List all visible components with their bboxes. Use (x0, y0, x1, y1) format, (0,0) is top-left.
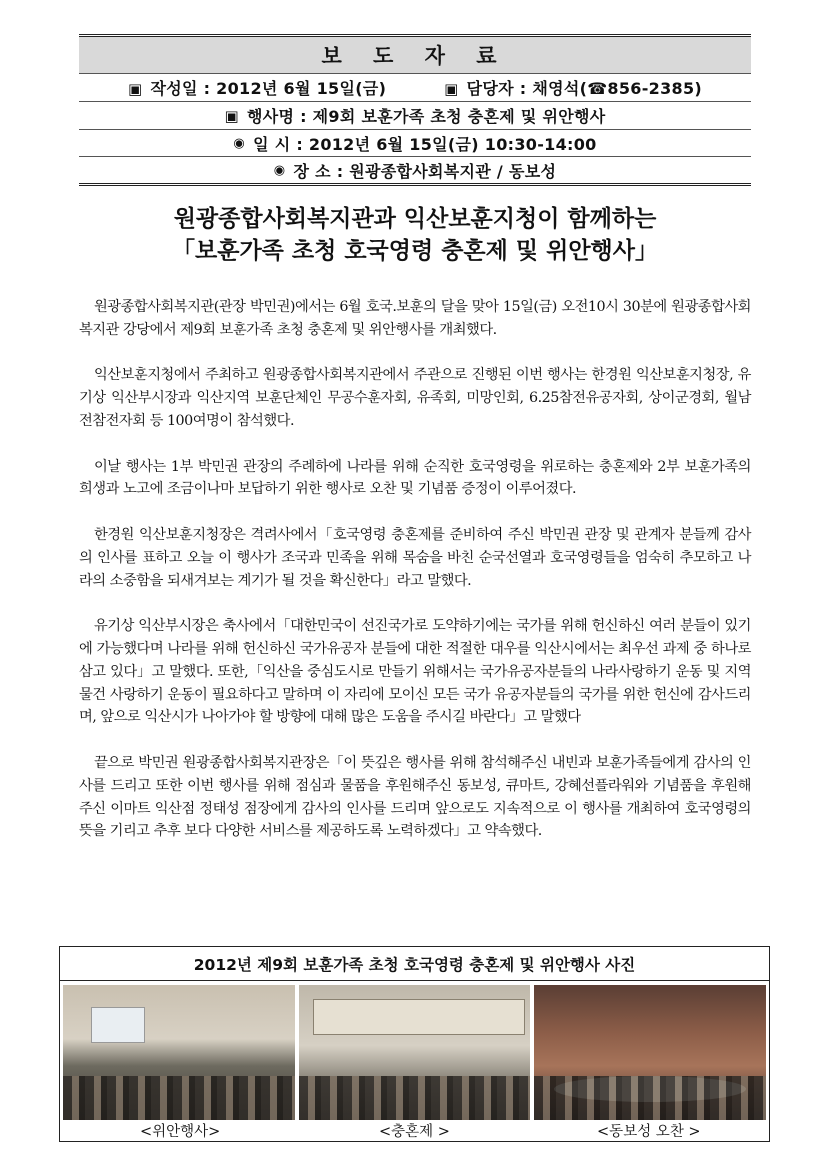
event-datetime-row (79, 130, 751, 157)
ceremony-banner (313, 999, 525, 1035)
circle-bullet-icon: ◉ (273, 162, 286, 178)
square-bullet-icon: ▣ (224, 106, 239, 125)
event-datetime: 일 시 : 2012년 6월 15일(금) 10:30-14:00 (253, 134, 597, 154)
event-name: 행사명 : 제9회 보훈가족 초청 충혼제 및 위안행사 (246, 107, 606, 126)
photo-section (59, 946, 770, 1142)
headline-line-1: 원광종합사회복지관과 익산보훈지청이 함께하는 (173, 206, 657, 232)
caption-consolation-event: <위안행사> (140, 1124, 221, 1140)
paragraph-1: 원광종합사회복지관(관장 박민권)에서는 6월 호국.보훈의 달을 맞아 15일(금) 오전10시 30분에 원광종합사회복지관 강당에서 제9회 보훈가족 초청 충혼제 및 위안행사를 개최했다. (79, 299, 751, 338)
event-place: 장 소 : 원광종합사회복지관 / 동보성 (293, 161, 557, 181)
article-body (79, 296, 751, 866)
circle-bullet-icon: ◉ (233, 135, 246, 151)
paragraph-3: 이날 행사는 1부 박민권 관장의 주례하에 나라를 위해 순직한 호국영령을 위로하는 충혼제와 2부 보훈가족의 희생과 노고에 조금이나마 보답하기 위한 행사로 오찬 및 기념품 증정이 이루어졌다. (79, 458, 751, 498)
paragraph-2: 익산보훈지청에서 주최하고 원광종합사회복지관에서 주관으로 진행된 이번 행사는 한경원 익산보훈지청장, 유기상 익산부시장과 익산지역 보훈단체인 무공수훈자회, 유족회, 미망인회, 6.25참전유공자회, 상이군경회, 월남전참전자회 등 100여명이 참석했다. (79, 367, 751, 429)
square-bullet-icon: ▣ (127, 80, 143, 98)
written-date: ▣ 작성일 : 2012년 6월 15일(금) (127, 79, 387, 98)
photo-section-title: 2012년 제9회 보훈가족 초청 호국영령 충혼제 및 위안행사 사진 (60, 947, 769, 981)
header-title: 보 도 자 료 (79, 37, 751, 74)
paragraph-6: 끝으로 박민권 원광종합사회복지관장은「이 뜻깊은 행사를 위해 참석해주신 내빈과 보훈가족들에게 감사의 인사를 드리고 또한 이번 행사를 위해 점심과 물품을 후원해주신 동보성, 큐마트, 강혜선플라워와 기념품을 후원해주신 이마트 익산점 정태성 점장에게 감사의 인사를 드리며 앞으로도 지속적으로 이 행사를 개최하여 호국영령의 뜻을 기리고 추후 보다 다양한 서비스를 제공하도록 노력하겠다」고 약속했다. (79, 754, 751, 840)
square-bullet-icon: ▣ (444, 80, 459, 98)
press-release-header (79, 34, 751, 186)
photo-row (60, 981, 769, 1120)
event-name-row (79, 102, 751, 130)
caption-luncheon: <동보성 오찬 > (597, 1124, 701, 1140)
caption-memorial-ceremony: <충혼제 > (379, 1124, 450, 1140)
contact-person: ▣ 담당자 : 채영석(☎856-2385) (444, 79, 703, 98)
ceremony-crowd (299, 1076, 531, 1120)
photo-captions (60, 1120, 769, 1144)
headline-line-2: 「보훈가족 초청 호국영령 충혼제 및 위안행사」 (172, 238, 658, 264)
projection-screen (91, 1007, 145, 1043)
luncheon-guests (534, 1076, 766, 1120)
photo-memorial-ceremony (299, 985, 531, 1120)
photo-consolation-event (63, 985, 295, 1120)
paragraph-5: 유기상 익산부시장은 축사에서「대한민국이 선진국가로 도약하기에는 국가를 위해 헌신하신 여러 분들이 있기에 가능했다며 나라를 위해 헌신하신 국가유공자 분들에 대한 적절한 대우를 익산시에서는 최우선 과제 중 하나로 삼고 있다」고 말했다. 또한,「익산을 중심도시로 만들기 위해서는 국가유공자분들의 나라사랑하기 운동 및 지역물건 사랑하기 운동이 필요하다고 말하며 이 자리에 모이신 모든 국가 유공자분들의 국가를 위한 헌신에 감사드리며, 앞으로 익산시가 나아가야 할 방향에 대해 많은 도움을 주시길 바란다」고 말했다 (79, 618, 751, 726)
event-place-row (79, 157, 751, 183)
article-headline (60, 203, 770, 267)
header-meta-row (79, 74, 751, 102)
paragraph-4: 한경원 익산보훈지청장은 격려사에서「호국영령 충혼제를 준비하여 주신 박민권 관장 및 관계자 분들께 감사의 인사를 표하고 오늘 이 행사가 조국과 민족을 위해 목숨을 바친 순국선열과 호국영령들을 엄숙히 추모하고 나라의 소중함을 되새겨보는 계기가 될 것을 확신한다」라고 말했다. (79, 526, 751, 589)
audience-crowd (63, 1076, 295, 1120)
photo-luncheon (534, 985, 766, 1120)
